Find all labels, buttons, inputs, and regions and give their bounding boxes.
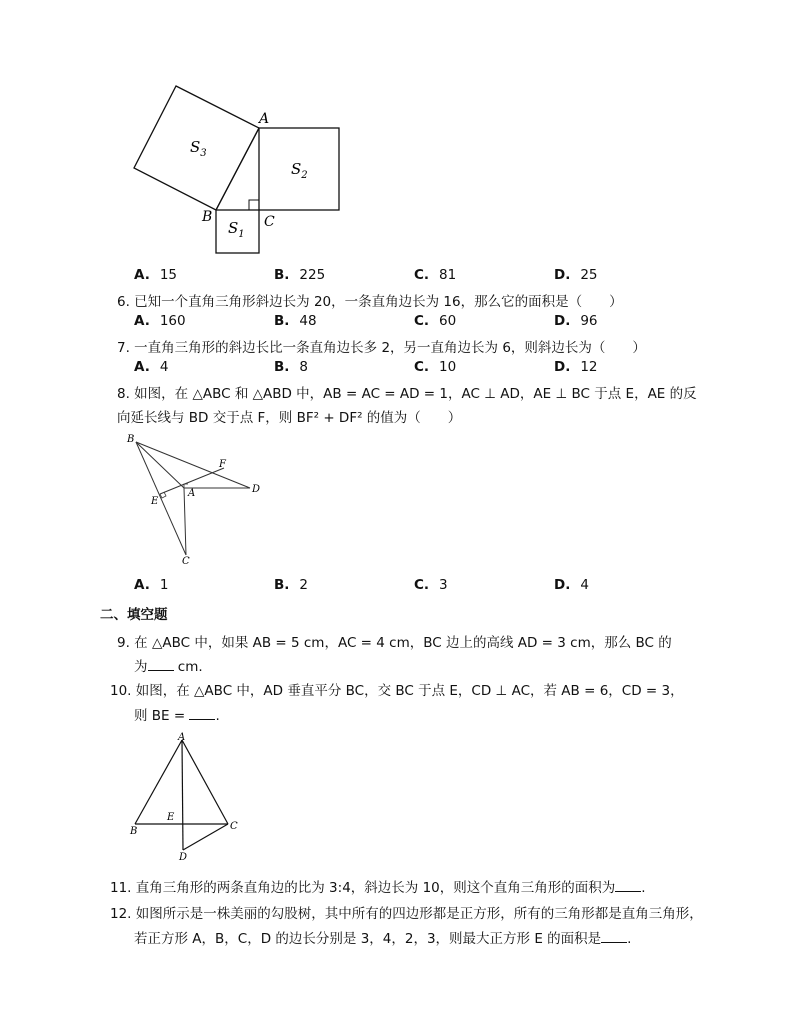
q11-suffix: . — [641, 880, 646, 896]
option-c[interactable]: C. 10 — [414, 359, 457, 375]
q7-options — [0, 359, 794, 377]
label-b: B — [127, 434, 135, 445]
option-b[interactable]: B. 225 — [274, 267, 326, 283]
q8-options — [0, 577, 794, 595]
question-8-line1: 8. 如图，在 △ABC 和 △ABD 中，AB = AC = AD = 1，AC ⊥ AD，AE ⊥ BC 于点 E，AE 的反 — [117, 386, 697, 402]
option-c[interactable]: C. 60 — [414, 313, 457, 329]
label-c: C — [182, 556, 190, 567]
answer-blank[interactable] — [148, 658, 174, 671]
option-d[interactable]: D. 25 — [554, 267, 598, 283]
label-c: C — [230, 821, 238, 832]
label-f: F — [219, 459, 226, 470]
section-title: 二、填空题 — [100, 607, 168, 623]
answer-blank[interactable] — [615, 879, 641, 892]
option-a[interactable]: A. 15 — [134, 267, 178, 283]
label-b: B — [202, 209, 213, 225]
question-9-line2 — [134, 655, 203, 675]
question-11 — [110, 876, 646, 896]
option-a[interactable]: A. 4 — [134, 359, 169, 375]
label-s3: $S_3$ — [190, 138, 207, 159]
question-7: 7. 一直角三角形的斜边长比一条直角边长多 2，另一直角边长为 6，则斜边长为（ ） — [117, 340, 646, 356]
label-d: D — [179, 852, 188, 863]
answer-blank[interactable] — [189, 707, 215, 720]
q9-suffix: cm. — [177, 659, 203, 675]
option-d[interactable]: D. 96 — [554, 313, 598, 329]
question-12-line1: 12. 如图所示是一株美丽的勾股树，其中所有的四边形都是正方形，所有的三角形都是直角三角形， — [110, 906, 703, 922]
label-c: C — [264, 214, 275, 230]
label-e: E — [151, 496, 159, 507]
label-a: A — [188, 488, 196, 499]
option-c[interactable]: C. 3 — [414, 577, 448, 593]
q11-text: 11. 直角三角形的两条直角边的比为 3:4，斜边长为 10，则这个直角三角形的面积为 — [110, 880, 616, 896]
q5-options — [0, 267, 794, 285]
question-6: 6. 已知一个直角三角形斜边长为 20，一条直角边长为 16，那么它的面积是（ ） — [117, 294, 623, 310]
q10-figure — [125, 730, 245, 865]
option-c[interactable]: C. 81 — [414, 267, 457, 283]
answer-blank[interactable] — [601, 930, 627, 943]
pythagorean-squares-figure — [120, 80, 360, 260]
question-10-line2 — [134, 704, 220, 724]
option-a[interactable]: A. 1 — [134, 577, 169, 593]
q9-prefix: 为 — [134, 659, 148, 675]
label-e: E — [167, 812, 175, 823]
question-10-line1: 10. 如图，在 △ABC 中，AD 垂直平分 BC，交 BC 于点 E，CD ⊥ AC，若 AB = 6，CD = 3， — [110, 683, 684, 699]
q12-text: 若正方形 A，B，C，D 的边长分别是 3，4，2，3，则最大正方形 E 的面积是 — [134, 931, 602, 947]
option-a[interactable]: A. 160 — [134, 313, 186, 329]
q8-figure — [120, 430, 270, 570]
label-a: A — [259, 111, 270, 127]
q6-options — [0, 313, 794, 331]
question-9-line1: 9. 在 △ABC 中，如果 AB = 5 cm，AC = 4 cm，BC 边上的高线 AD = 3 cm，那么 BC 的 — [117, 635, 672, 651]
label-s2: $S_2$ — [291, 160, 308, 181]
label-d: D — [252, 484, 261, 495]
option-d[interactable]: D. 12 — [554, 359, 598, 375]
q12-suffix: . — [627, 931, 632, 947]
question-8-line2: 向延长线与 BD 交于点 F，则 BF² + DF² 的值为（ ） — [117, 410, 462, 426]
option-b[interactable]: B. 48 — [274, 313, 317, 329]
label-a: A — [178, 732, 186, 743]
label-b: B — [130, 826, 138, 837]
option-d[interactable]: D. 4 — [554, 577, 589, 593]
q10-prefix: 则 BE = — [134, 708, 186, 724]
question-12-line2 — [134, 927, 631, 947]
right-angle-marker — [249, 200, 259, 210]
option-b[interactable]: B. 8 — [274, 359, 309, 375]
q10-suffix: . — [215, 708, 220, 724]
option-b[interactable]: B. 2 — [274, 577, 309, 593]
label-s1: $S_1$ — [228, 219, 245, 240]
